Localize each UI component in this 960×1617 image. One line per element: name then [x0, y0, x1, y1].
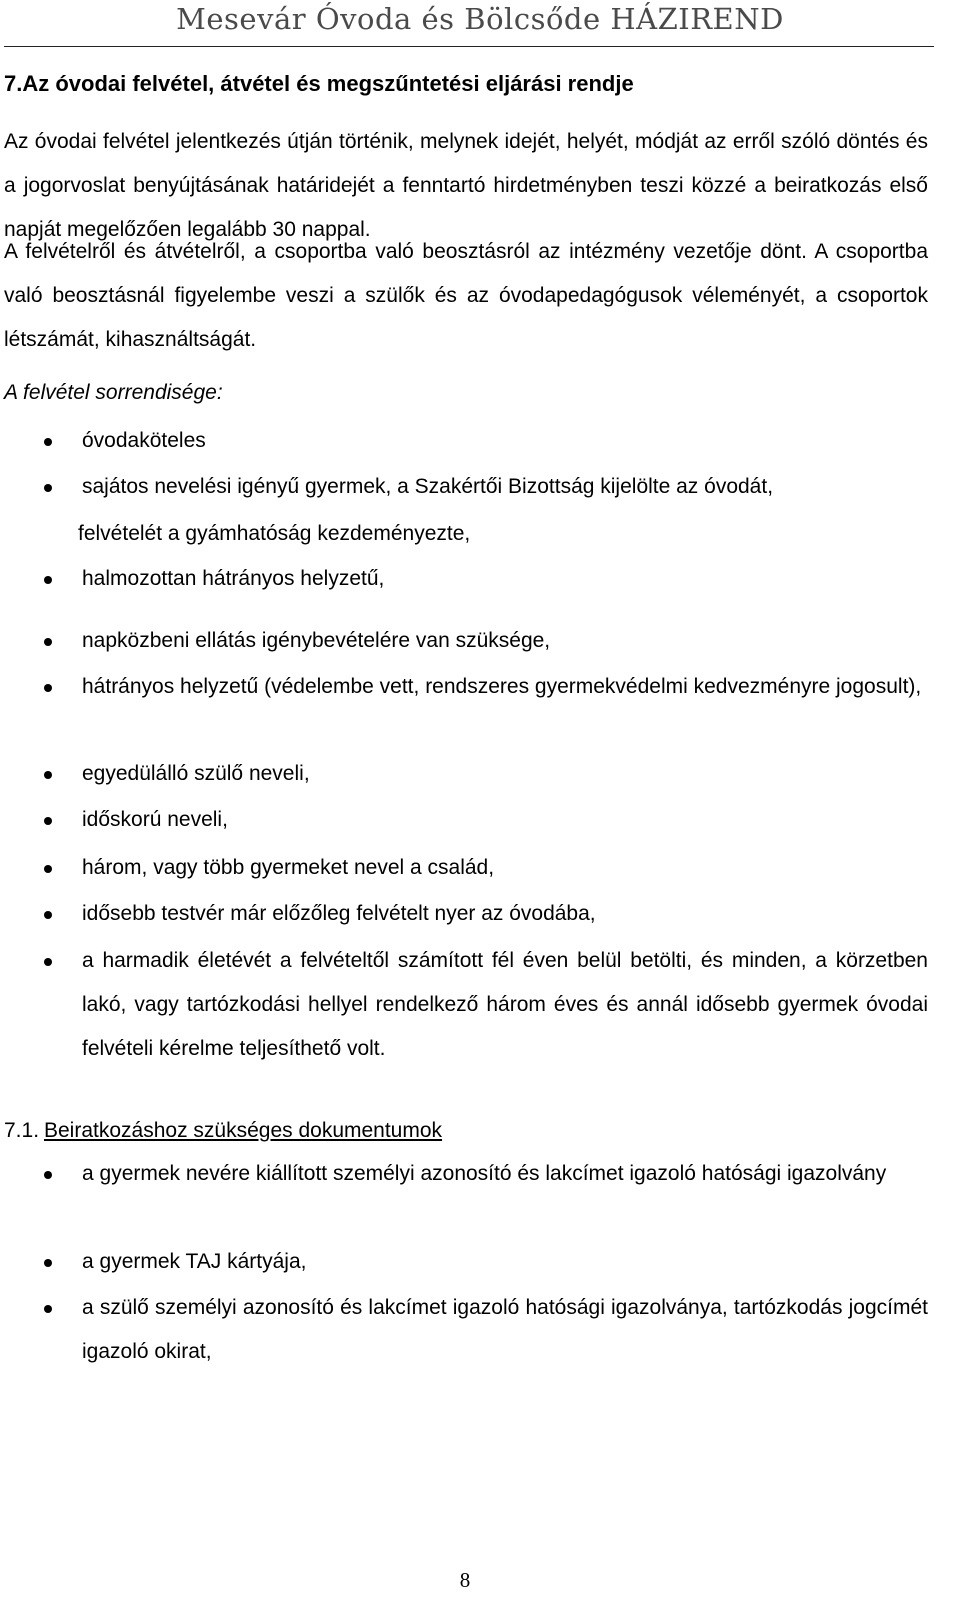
- bullet-icon: [44, 865, 52, 873]
- intro-paragraph: Az óvodai felvétel jelentkezés útján történik, melynek idejét, helyét, módját az erről szóló döntés és a jogorvoslat benyújtásának határidejét a fenntartó hirdetményben teszi közzé a beiratkozás első napját megelőzően legalább 30 nappal.: [4, 130, 928, 241]
- bullet-icon: [44, 684, 52, 692]
- list-item-text: hátrányos helyzetű (védelembe vett, rendszeres gyermekvédelmi kedvezményre jogosult),: [82, 675, 922, 698]
- bullet-icon: [44, 771, 52, 779]
- bullet-icon: [44, 576, 52, 584]
- header-title: Mesevár Óvoda és Bölcsőde HÁZIREND: [176, 2, 784, 36]
- list-item-text: a gyermek TAJ kártyája,: [82, 1250, 307, 1273]
- list-item-text: a gyermek nevére kiállított személyi azonosító és lakcímet igazoló hatósági igazolvány: [82, 1162, 887, 1185]
- subsection-title: Beiratkozáshoz szükséges dokumentumok: [44, 1119, 443, 1142]
- bullet-icon: [44, 817, 52, 825]
- bullet-icon: [44, 911, 52, 919]
- list-item-text: idősebb testvér már előzőleg felvételt nyer az óvodába,: [82, 902, 596, 925]
- list-item-text: időskorú neveli,: [82, 808, 228, 831]
- list-item-text: sajátos nevelési igényű gyermek, a Szakértői Bizottság kijelölte az óvodát,: [82, 475, 774, 498]
- list-item-text: a harmadik életévét a felvételtől számított fél éven belül betölti, és minden, a körzetben lakó, vagy tartózkodási hellyel rendelkező három éves és annál idősebb gyermek óvodai felvételi kérelme teljesíthető volt.: [82, 949, 928, 1060]
- order-label: A felvétel sorrendisége:: [4, 381, 223, 404]
- list-item-text: egyedülálló szülő neveli,: [82, 762, 310, 785]
- bullet-icon: [44, 438, 52, 446]
- subsection-heading: [4, 1109, 442, 1153]
- list-item-text: a szülő személyi azonosító és lakcímet igazoló hatósági igazolványa, tartózkodás jogcímét igazoló okirat,: [82, 1296, 928, 1363]
- bullet-icon: [44, 484, 52, 492]
- page-number: 8: [459, 1568, 471, 1592]
- bullet-icon: [44, 958, 52, 966]
- subsection-number: 7.1.: [4, 1119, 40, 1142]
- bullet-icon: [44, 1259, 52, 1267]
- decision-paragraph: A felvételről és átvételről, a csoportba való beosztásról az intézmény vezetője dönt. A csoportba való beosztásnál figyelembe veszi a szülők és az óvodapedagógusok véleményét, a csoportok létszámát, kihasználtságát.: [4, 240, 928, 351]
- list-item-text: három, vagy több gyermeket nevel a család,: [82, 856, 495, 879]
- bullet-icon: [44, 1171, 52, 1179]
- list-item-text: halmozottan hátrányos helyzetű,: [82, 567, 385, 590]
- list-item-text: óvodaköteles: [82, 429, 206, 452]
- section-heading: 7.Az óvodai felvétel, átvétel és megszűntetési eljárási rendje: [4, 71, 634, 96]
- list-item-text: napközbeni ellátás igénybevételére van szüksége,: [82, 629, 551, 652]
- list-item-continuation: felvételét a gyámhatóság kezdeményezte,: [78, 522, 471, 545]
- bullet-icon: [44, 1305, 52, 1313]
- bullet-icon: [44, 638, 52, 646]
- header-divider: [4, 46, 934, 47]
